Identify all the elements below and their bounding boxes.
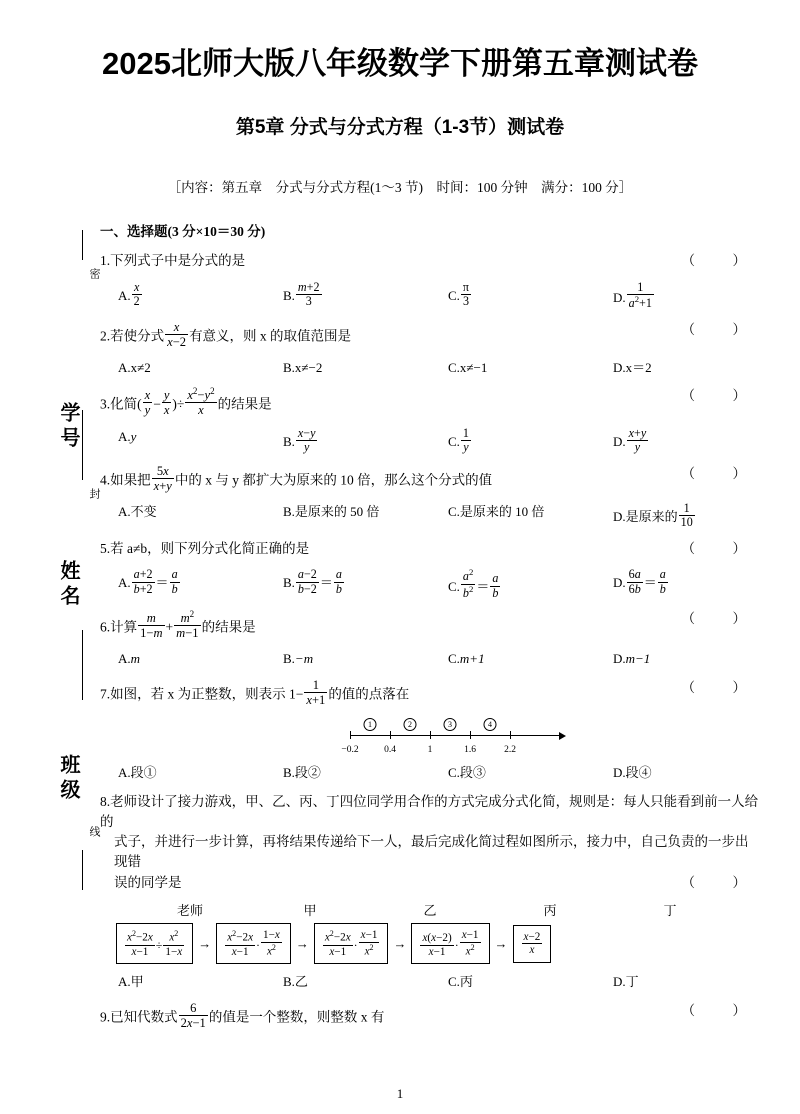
q6-answer-paren: （ ） bbox=[681, 611, 758, 627]
q1-option-b[interactable]: B. $\frac{m+2}{3}$ bbox=[283, 279, 320, 309]
q2-a-text: x≠2 bbox=[130, 359, 151, 375]
segment-1: 1 bbox=[364, 718, 377, 732]
tick-label-1: −0.2 bbox=[341, 745, 359, 756]
question-7-stem: 7.如图，若 x 为正整数，则表示 1− $\frac{1}{x+1}$ 的值的点落在 bbox=[100, 677, 410, 708]
question-7 bbox=[100, 678, 760, 783]
q5-answer-paren: （ ） bbox=[681, 540, 758, 556]
q2-option-b[interactable]: B.x≠−2 bbox=[283, 359, 323, 375]
q8-line-3 bbox=[100, 873, 760, 893]
q8-c-text: 丙 bbox=[459, 974, 473, 990]
question-1 bbox=[100, 251, 760, 310]
q8-d-text: 丁 bbox=[625, 974, 639, 990]
section-heading: 一、选择题(3 分×10＝30 分) bbox=[100, 224, 266, 239]
q8-option-b[interactable]: B.乙 bbox=[283, 974, 308, 990]
q7-text-post: 的值的点落在 bbox=[328, 686, 410, 702]
q4-b-text: 是原来的 50 倍 bbox=[294, 503, 380, 519]
question-8 bbox=[100, 792, 760, 992]
q3-answer-paren: （ ） bbox=[681, 388, 758, 404]
margin-label-feng: 封 bbox=[88, 488, 100, 501]
segment-3: 3 bbox=[444, 718, 457, 732]
tick-5 bbox=[510, 731, 511, 739]
q8-relay-figure bbox=[100, 923, 760, 964]
q1-text: 下列式子中是分式的是 bbox=[110, 253, 246, 269]
question-8-stem bbox=[100, 792, 760, 893]
q8-relay-names bbox=[100, 901, 760, 921]
q9-answer-paren: （ ） bbox=[681, 1002, 758, 1018]
question-3-stem: 3.化简( $\frac{x}{y}$ − $\frac{y}{x}$ )÷ $\frac{x^2-y^2}{x}$ 的结果是 bbox=[100, 386, 272, 418]
q8-options bbox=[100, 972, 760, 992]
relay-arrow-1: → bbox=[198, 935, 212, 951]
q2-answer-paren: （ ） bbox=[681, 321, 758, 337]
q6-option-d[interactable]: D.m−1 bbox=[613, 651, 651, 667]
q8-answer-paren: （ ） bbox=[681, 874, 758, 890]
q3-option-c[interactable]: C. $\frac{1}{y}$ bbox=[448, 425, 469, 455]
q5-options bbox=[100, 568, 760, 600]
q4-a-text: 不变 bbox=[130, 503, 157, 519]
q2-number: 2. bbox=[100, 328, 111, 344]
tick-label-2: 0.4 bbox=[384, 745, 396, 756]
q5-option-c[interactable]: C. $\frac{a^2}{b^2}$ ＝ $\frac{a}{b}$ bbox=[448, 567, 499, 600]
q4-d-text: 是原来的 bbox=[625, 508, 678, 524]
q3-option-a[interactable]: A.y bbox=[118, 428, 137, 444]
q6-text-post: 的结果是 bbox=[201, 619, 256, 635]
q4-option-a[interactable]: A.不变 bbox=[118, 503, 157, 519]
q9-text-post: 的值是一个整数，则整数 x 有 bbox=[208, 1008, 385, 1024]
margin-label-banji: 班级 bbox=[57, 754, 79, 804]
q7-d-text: 段④ bbox=[625, 765, 652, 781]
q6-b-text: −m bbox=[294, 651, 314, 667]
q4-answer-paren: （ ） bbox=[681, 465, 758, 481]
q3-a-text: y bbox=[130, 428, 137, 444]
question-3 bbox=[100, 386, 760, 454]
q2-d-text: x＝2 bbox=[625, 359, 652, 375]
q8-option-d[interactable]: D.丁 bbox=[613, 974, 639, 990]
q8-line-2: 式子，并进行一步计算，再将结果传递给下一人，最后完成化简过程如图所示，接力中，自己负责的一步出现错 bbox=[114, 834, 749, 870]
relay-arrow-2: → bbox=[295, 935, 309, 951]
relay-box-4: $\frac{x(x-2)}{x-1}$ · $\frac{x-1}{x^2}$ bbox=[411, 923, 489, 964]
q2-option-d[interactable]: D.x＝2 bbox=[613, 359, 652, 375]
q4-number: 4. bbox=[100, 472, 111, 488]
tick-4 bbox=[470, 731, 471, 739]
question-4-stem: 4.如果把 $\frac{5x}{x+y}$ 中的 x 与 y 都扩大为原来的 10 倍，那么这个分式的值 bbox=[100, 463, 493, 493]
q8-text-1: 老师设计了接力游戏，甲、乙、丙、丁四位同学用合作的方式完成分式化简，规则是：每人只能看到前一人给的 bbox=[100, 793, 759, 829]
page-number: 1 bbox=[396, 1086, 404, 1101]
q4-option-b[interactable]: B.是原来的 50 倍 bbox=[283, 503, 380, 519]
relay-name-ding: 丁 bbox=[663, 902, 677, 918]
q5-option-b[interactable]: B. $\frac{a-2}{b-2}$ ＝ $\frac{a}{b}$ bbox=[283, 567, 342, 596]
question-9 bbox=[100, 1001, 760, 1030]
relay-box-1: $\frac{x^2-2x}{x-1}$ ÷ $\frac{x^2}{1-x}$ bbox=[116, 923, 193, 964]
relay-arrow-3: → bbox=[393, 935, 407, 951]
page-title: 2025北师大版八年级数学下册第五章测试卷 bbox=[102, 46, 698, 81]
q8-b-text: 乙 bbox=[294, 974, 308, 990]
q4-option-c[interactable]: C.是原来的 10 倍 bbox=[448, 503, 545, 519]
q1-number: 1. bbox=[100, 253, 111, 269]
margin-label-mi: 密 bbox=[88, 268, 100, 281]
q6-option-a[interactable]: A.m bbox=[118, 651, 141, 667]
q8-a-text: 甲 bbox=[130, 974, 144, 990]
q4-text-pre: 如果把 bbox=[110, 472, 151, 488]
q2-b-text: x≠−2 bbox=[294, 359, 323, 375]
q7-option-d[interactable]: D.段④ bbox=[613, 765, 652, 781]
q3-option-b[interactable]: B. $\frac{x-y}{y}$ bbox=[283, 425, 316, 455]
q6-d-text: m−1 bbox=[625, 651, 651, 667]
question-2 bbox=[100, 320, 760, 378]
q8-text-3: 误的同学是 bbox=[114, 874, 182, 890]
question-5 bbox=[100, 539, 760, 600]
q4-c-text: 是原来的 10 倍 bbox=[459, 503, 545, 519]
q7-number-line-figure bbox=[100, 711, 760, 761]
q2-option-a[interactable]: A.x≠2 bbox=[118, 359, 151, 375]
tick-3 bbox=[430, 731, 431, 739]
q4-option-d[interactable]: D.是原来的 $\frac{1}{10}$ bbox=[613, 500, 693, 530]
q8-line-1 bbox=[100, 792, 760, 833]
q4-options bbox=[100, 502, 760, 530]
q3-number: 3. bbox=[100, 396, 111, 412]
tick-2 bbox=[390, 731, 391, 739]
tick-label-4: 1.6 bbox=[464, 745, 476, 756]
margin-label-xingming: 姓名 bbox=[57, 560, 79, 610]
question-9-stem: 9.已知代数式 $\frac{6}{2x-1}$ 的值是一个整数，则整数 x 有 bbox=[100, 1000, 385, 1030]
question-6-stem: 6.计算 $\frac{m}{1-m}$ + $\frac{m^2}{m-1}$ 的结果是 bbox=[100, 609, 256, 641]
q6-c-text: m+1 bbox=[459, 651, 485, 667]
tick-label-5: 2.2 bbox=[504, 745, 516, 756]
q7-option-c[interactable]: C.段③ bbox=[448, 765, 486, 781]
relay-box-5: $\frac{x-2}{x}$ bbox=[513, 925, 552, 963]
page-info: ［内容：第五章 分式与分式方程(1～3 节) 时间：100 分钟 满分：100 分］ bbox=[167, 180, 633, 195]
q7-c-text: 段③ bbox=[459, 765, 486, 781]
relay-name-bing: 丙 bbox=[543, 902, 557, 918]
q8-number: 8. bbox=[100, 793, 111, 809]
margin-strip bbox=[34, 230, 100, 890]
q9-number: 9. bbox=[100, 1008, 111, 1024]
q7-option-a[interactable]: A.段① bbox=[118, 765, 157, 781]
q2-option-c[interactable]: C.x≠−1 bbox=[448, 359, 488, 375]
q7-b-text: 段② bbox=[294, 765, 321, 781]
q1-option-c[interactable]: C. $\frac{\pi}{3}$ bbox=[448, 279, 470, 309]
question-5-stem bbox=[100, 539, 760, 559]
q7-text-pre: 如图，若 x 为正整数，则表示 1− bbox=[110, 686, 304, 702]
relay-name-yi: 乙 bbox=[423, 902, 437, 918]
question-2-stem: 2.若使分式 $\frac{x}{x-2}$ 有意义，则 x 的取值范围是 bbox=[100, 319, 352, 349]
q5-option-d[interactable]: D. $\frac{6a}{6b}$ ＝ $\frac{a}{b}$ bbox=[613, 567, 666, 596]
page-subtitle: 第5章 分式与分式方程（1-3节）测试卷 bbox=[235, 117, 565, 138]
q1-options bbox=[100, 281, 760, 311]
q9-text-pre: 已知代数式 bbox=[110, 1008, 178, 1024]
margin-label-xuehao: 学号 bbox=[57, 402, 79, 452]
q7-options bbox=[100, 763, 760, 783]
q7-number: 7. bbox=[100, 686, 111, 702]
q5-number: 5. bbox=[100, 540, 111, 556]
exam-body bbox=[100, 222, 760, 1030]
q2-c-text: x≠−1 bbox=[459, 359, 488, 375]
q2-text-pre: 若使分式 bbox=[110, 328, 165, 344]
q8-option-a[interactable]: A.甲 bbox=[118, 974, 144, 990]
relay-box-2: $\frac{x^2-2x}{x-1}$ · $\frac{1-x}{x^2}$ bbox=[216, 923, 291, 964]
relay-arrow-4: → bbox=[494, 935, 508, 951]
relay-name-teacher: 老师 bbox=[176, 902, 203, 918]
question-6 bbox=[100, 609, 760, 669]
relay-box-3: $\frac{x^2-2x}{x-1}$ · $\frac{x-1}{x^2}$ bbox=[314, 923, 389, 964]
q6-options bbox=[100, 649, 760, 669]
q2-options bbox=[100, 358, 760, 378]
q3-options bbox=[100, 427, 760, 455]
q7-a-text: 段① bbox=[130, 765, 157, 781]
segment-4: 4 bbox=[484, 718, 497, 732]
q2-text-post: 有意义，则 x 的取值范围是 bbox=[189, 328, 352, 344]
q5-text: 若 a≠b，则下列分式化简正确的是 bbox=[110, 540, 310, 556]
tick-1 bbox=[350, 731, 351, 739]
q3-option-d[interactable]: D. $\frac{x+y}{y}$ bbox=[613, 425, 647, 455]
q6-a-text: m bbox=[130, 651, 141, 667]
q6-number: 6. bbox=[100, 619, 111, 635]
q7-answer-paren: （ ） bbox=[681, 679, 758, 695]
segment-2: 2 bbox=[404, 718, 417, 732]
q4-text-post: 中的 x 与 y 都扩大为原来的 10 倍，那么这个分式的值 bbox=[174, 472, 493, 488]
relay-name-jia: 甲 bbox=[303, 902, 317, 918]
tick-label-3: 1 bbox=[427, 745, 433, 756]
question-4 bbox=[100, 464, 760, 530]
number-line-axis bbox=[341, 720, 560, 756]
q1-answer-paren: （ ） bbox=[681, 253, 758, 269]
q6-option-c[interactable]: C.m+1 bbox=[448, 651, 485, 667]
q6-option-b[interactable]: B.−m bbox=[283, 651, 314, 667]
q7-option-b[interactable]: B.段② bbox=[283, 765, 321, 781]
margin-label-xian: 线 bbox=[88, 826, 100, 839]
q6-text-pre: 计算 bbox=[110, 619, 138, 635]
question-1-stem bbox=[100, 251, 760, 271]
q1-option-a[interactable]: A. $\frac{x}{2}$ bbox=[118, 279, 140, 309]
q1-option-d[interactable]: D. $\frac{1}{a^2+1}$ bbox=[613, 279, 652, 311]
strip-gap-1 bbox=[78, 260, 87, 410]
q5-option-a[interactable]: A. $\frac{a+2}{b+2}$ ＝ $\frac{a}{b}$ bbox=[118, 567, 178, 596]
q8-option-c[interactable]: C.丙 bbox=[448, 974, 473, 990]
